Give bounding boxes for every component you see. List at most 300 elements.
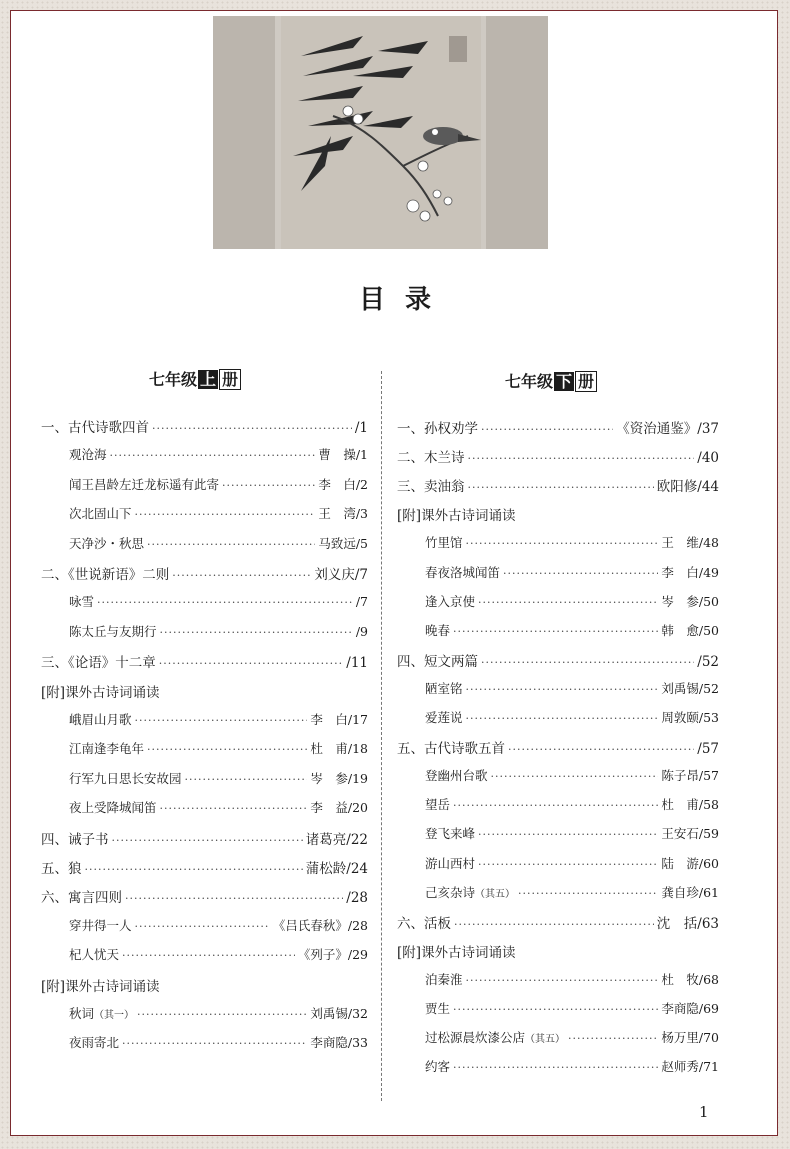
toc-entry[interactable] <box>41 416 368 436</box>
dot-leader <box>466 712 659 725</box>
entry-title-text: 五、古代诗歌五首 <box>397 741 505 758</box>
author-and-page <box>310 739 368 757</box>
entry-author: 刘禹锡 <box>310 1006 348 1021</box>
dot-leader <box>137 1008 307 1021</box>
author-and-page <box>356 624 368 639</box>
entry-title <box>69 769 182 787</box>
toc-entry[interactable] <box>425 1057 719 1077</box>
author-and-page <box>661 533 719 551</box>
entry-page: /60 <box>698 855 719 871</box>
toc-entry[interactable] <box>69 945 368 965</box>
dot-leader <box>147 538 315 551</box>
dot-leader <box>185 773 308 786</box>
author-and-page <box>661 708 719 726</box>
toc-entry[interactable] <box>425 621 719 641</box>
entry-title-text: 天净沙・秋思 <box>69 535 145 551</box>
entry-page: /18 <box>347 741 368 757</box>
volume-suffix: 册 <box>575 371 597 392</box>
entry-author: 赵师秀 <box>661 1059 699 1075</box>
entry-title-text: 杞人忧天 <box>69 947 120 963</box>
entry-page: /59 <box>698 826 719 842</box>
toc-entry[interactable] <box>69 739 368 759</box>
toc-entry[interactable] <box>41 651 368 671</box>
toc-entry[interactable] <box>425 563 719 583</box>
entry-title <box>425 999 450 1017</box>
author-and-page <box>661 795 719 813</box>
toc-entry[interactable]: [ 附 ] 课外古诗词诵读 <box>41 975 368 995</box>
author-and-page <box>318 504 368 522</box>
entry-title <box>397 475 465 495</box>
author-and-page <box>661 1028 719 1046</box>
author-and-page <box>657 475 719 495</box>
entry-title <box>69 916 132 934</box>
toc-entry[interactable] <box>69 504 368 524</box>
entry-title-text: 四、诫子书 <box>41 831 109 848</box>
dot-leader <box>454 918 654 931</box>
dot-leader <box>160 802 308 815</box>
toc-entry[interactable] <box>425 795 719 815</box>
entry-title-text: 课外古诗词诵读 <box>65 978 160 995</box>
author-and-page <box>661 766 719 784</box>
entry-author: 李 白 <box>661 564 699 580</box>
entry-title-text: 约客 <box>425 1059 451 1075</box>
author-and-page <box>697 741 719 757</box>
column-divider <box>381 371 382 1101</box>
entry-title <box>425 621 450 639</box>
painting-artwork <box>213 16 548 249</box>
author-and-page <box>306 857 368 877</box>
author-and-page <box>661 621 719 639</box>
toc-entry[interactable] <box>69 916 368 936</box>
entry-title <box>41 857 82 877</box>
entry-title <box>397 737 505 757</box>
entry-author: 沈 括 <box>656 915 698 932</box>
toc-entry[interactable] <box>69 534 368 554</box>
dot-leader <box>481 423 613 436</box>
entry-title-text: 竹里馆 <box>425 535 463 551</box>
entry-title-text: 观沧海 <box>69 447 107 463</box>
dot-leader <box>468 481 654 494</box>
entry-author: 岑 参 <box>661 593 699 609</box>
entry-page: /52 <box>698 680 719 696</box>
dot-leader <box>468 452 695 465</box>
entry-title <box>65 975 160 995</box>
entry-title-text: 六、寓言四则 <box>41 890 122 907</box>
entry-author: 周敦颐 <box>661 710 699 725</box>
entry-title <box>41 563 169 583</box>
entry-title-text: 行军九日思长安故园 <box>69 770 182 786</box>
entry-page: /28 <box>347 917 368 933</box>
toc-entry[interactable] <box>69 622 368 642</box>
author-and-page <box>318 534 368 552</box>
entry-title-text: 五、狼 <box>41 861 82 877</box>
dot-leader <box>97 596 353 609</box>
entry-title <box>69 1004 134 1022</box>
entry-note: （其五） <box>475 888 516 900</box>
author-and-page <box>661 970 719 988</box>
entry-title <box>425 533 463 551</box>
dot-leader <box>478 828 658 841</box>
entry-page: /58 <box>698 797 719 813</box>
entry-author: 《列子》 <box>297 947 348 963</box>
entry-title <box>69 1033 119 1051</box>
entry-author: 刘义庆 <box>314 567 355 583</box>
entry-title-text: 四、短文两篇 <box>397 653 478 670</box>
entry-title-text: 夜上受降城闻笛 <box>69 800 157 816</box>
dot-leader <box>481 656 694 669</box>
entry-title <box>69 739 144 757</box>
entry-title-text: 逢入京使 <box>425 593 476 609</box>
entry-author: 王安石 <box>661 826 699 842</box>
entry-title <box>69 592 94 610</box>
entry-author: 杜 甫 <box>310 741 348 757</box>
dot-leader <box>491 770 659 783</box>
author-and-page <box>616 417 719 437</box>
entry-title-text: 课外古诗词诵读 <box>65 684 160 701</box>
author-and-page <box>310 710 368 728</box>
entry-title <box>41 651 156 671</box>
right-column-header <box>505 369 597 392</box>
dot-leader <box>125 892 343 905</box>
toc-entry[interactable]: [ 附 ] 课外古诗词诵读 <box>397 941 719 961</box>
toc-entry[interactable]: [ 附 ] 课外古诗词诵读 <box>41 681 368 701</box>
author-and-page <box>310 769 368 787</box>
entry-author: 杜 牧 <box>661 971 699 987</box>
author-and-page <box>346 655 368 671</box>
entry-page: /5 <box>355 535 368 551</box>
author-and-page <box>661 1057 719 1075</box>
entry-title <box>41 886 122 906</box>
dot-leader <box>453 799 658 812</box>
dot-leader <box>568 1032 658 1045</box>
entry-title-text: 课外古诗词诵读 <box>421 508 516 525</box>
entry-page: /49 <box>698 564 719 580</box>
grade-label: 七年级 <box>149 370 198 389</box>
entry-page: /57 <box>697 741 719 758</box>
toc-entry[interactable] <box>425 999 719 1019</box>
entry-page: /48 <box>698 535 719 551</box>
toc-entry[interactable] <box>425 854 719 874</box>
entry-author: 诸葛亮 <box>305 831 347 848</box>
entry-title <box>425 854 475 872</box>
dot-leader <box>466 683 659 696</box>
entry-title <box>41 828 109 848</box>
entry-title-text: 六、活板 <box>397 915 451 932</box>
entry-title <box>397 912 451 932</box>
entry-title-text: 江南逢李龟年 <box>69 741 145 757</box>
entry-title <box>425 592 475 610</box>
entry-author: 《资治通鉴》 <box>616 421 698 437</box>
entry-title <box>425 824 475 842</box>
toc-entry[interactable] <box>425 679 719 699</box>
entry-title <box>69 445 107 463</box>
toc-entry[interactable] <box>425 970 719 990</box>
author-and-page <box>346 890 368 906</box>
entry-title <box>425 1028 565 1046</box>
author-and-page <box>661 592 719 610</box>
dot-leader <box>466 974 659 987</box>
entry-page: /3 <box>355 506 368 522</box>
entry-title <box>69 798 157 816</box>
entry-page: /32 <box>347 1006 368 1021</box>
entry-page: /1 <box>355 447 368 463</box>
toc-entry[interactable] <box>425 824 719 844</box>
dot-leader <box>518 887 658 900</box>
dot-leader <box>508 743 694 756</box>
entry-title <box>421 941 516 961</box>
toc-entry[interactable] <box>425 533 719 553</box>
entry-title-text: 一、古代诗歌四首 <box>41 420 149 436</box>
entry-title-text: 三、《论语》十二章 <box>41 655 156 672</box>
entry-page: /52 <box>697 653 719 670</box>
entry-title-text: 秋词 <box>69 1006 95 1021</box>
entry-author: 杨万里 <box>661 1030 699 1046</box>
entry-author: 王 湾 <box>318 506 356 522</box>
author-and-page <box>273 916 368 934</box>
entry-title <box>397 417 478 437</box>
entry-title <box>69 504 132 522</box>
entry-page: /2 <box>355 476 368 492</box>
entry-title-text: 登飞来峰 <box>425 826 476 842</box>
author-and-page <box>661 563 719 581</box>
author-and-page <box>310 1004 368 1022</box>
entry-title <box>69 534 144 552</box>
dot-leader <box>160 626 353 639</box>
toc-entry[interactable] <box>397 650 719 670</box>
entry-author: 陆 游 <box>661 855 699 871</box>
entry-author: 马致远 <box>318 535 356 551</box>
toc-entry[interactable] <box>41 563 368 583</box>
dot-leader <box>159 657 344 670</box>
entry-author: 李商隐 <box>661 1001 699 1016</box>
entry-page: /71 <box>698 1059 719 1075</box>
entry-title-text: 二、《世说新语》二则 <box>41 567 170 583</box>
entry-title-text: 一、孙权劝学 <box>397 421 478 437</box>
entry-title <box>69 622 157 640</box>
entry-title-text: 过松源晨炊漆公店 <box>425 1030 526 1046</box>
dot-leader <box>152 422 352 435</box>
author-and-page <box>355 420 368 436</box>
dot-leader <box>453 625 658 638</box>
entry-title-text: 陈太丘与友期行 <box>69 623 157 639</box>
dot-leader <box>85 863 303 876</box>
page-title: 目录 <box>358 285 451 315</box>
entry-title-text: 贾生 <box>425 1001 451 1016</box>
toc-entry[interactable] <box>41 828 368 848</box>
entry-title-text: 陋室铭 <box>425 680 463 696</box>
author-and-page <box>318 475 368 493</box>
entry-page: /61 <box>698 884 719 900</box>
toc-entry[interactable] <box>69 445 368 465</box>
dot-leader <box>466 537 659 550</box>
entry-page: /7 <box>354 567 368 583</box>
entry-title <box>425 883 515 901</box>
author-and-page <box>356 594 368 609</box>
dot-leader <box>122 1037 307 1050</box>
entry-title-text: 望岳 <box>425 797 451 813</box>
dot-leader <box>453 1003 658 1016</box>
author-and-page <box>298 945 368 963</box>
entry-author: 李 白 <box>318 476 356 492</box>
toc-entry[interactable] <box>69 592 368 612</box>
entry-title <box>425 708 463 726</box>
entry-author: 《吕氏春秋》 <box>272 917 348 933</box>
entry-title <box>397 446 465 466</box>
entry-title-text: 泊秦淮 <box>425 971 463 987</box>
entry-title <box>397 650 478 670</box>
author-and-page <box>661 824 719 842</box>
entry-page: /63 <box>697 915 719 932</box>
entry-title-text: 游山西村 <box>425 855 476 871</box>
volume-suffix: 册 <box>219 369 241 390</box>
author-and-page <box>306 828 368 848</box>
entry-page: /7 <box>355 594 368 610</box>
author-and-page <box>314 563 368 583</box>
toc-entry[interactable] <box>397 912 719 932</box>
author-and-page <box>657 912 719 932</box>
toc-entry[interactable] <box>397 737 719 757</box>
entry-author: 刘禹锡 <box>661 680 699 696</box>
author-and-page <box>661 883 719 901</box>
dot-leader <box>478 596 658 609</box>
entry-title <box>425 1057 450 1075</box>
entry-page: /11 <box>346 655 368 672</box>
dot-leader <box>478 858 658 871</box>
entry-author: 李商隐 <box>310 1035 348 1051</box>
toc-entry[interactable] <box>397 446 719 466</box>
toc-entry[interactable] <box>425 1028 719 1048</box>
toc-entry[interactable] <box>69 475 368 495</box>
entry-page: /44 <box>697 479 719 496</box>
entry-title <box>425 563 500 581</box>
entry-title-text: 夜雨寄北 <box>69 1035 120 1051</box>
entry-note: （其一） <box>94 1010 135 1021</box>
author-and-page <box>661 999 719 1017</box>
entry-page: /33 <box>347 1035 368 1051</box>
dot-leader <box>453 1061 658 1074</box>
entry-author: 李 益 <box>310 800 348 816</box>
toc-entry[interactable] <box>397 417 719 437</box>
author-and-page <box>697 450 719 466</box>
entry-title-text: 次北固山下 <box>69 506 132 522</box>
dot-leader <box>147 743 307 756</box>
toc-entry[interactable]: [ 附 ] 课外古诗词诵读 <box>397 504 719 524</box>
toc-entry[interactable] <box>69 798 368 818</box>
entry-page: /22 <box>346 831 368 848</box>
entry-page: /57 <box>698 768 719 784</box>
book-page <box>10 10 778 1136</box>
dot-leader <box>110 449 316 462</box>
entry-page: /9 <box>355 623 368 639</box>
dot-leader <box>172 569 311 582</box>
entry-page: /17 <box>347 712 368 727</box>
entry-page: /50 <box>698 622 719 638</box>
left-column-header <box>149 367 241 390</box>
author-and-page <box>318 445 368 463</box>
toc-entry[interactable] <box>69 1004 368 1024</box>
entry-title-text: 二、木兰诗 <box>397 450 465 467</box>
toc-entry[interactable] <box>425 883 719 903</box>
volume-marker: 下 <box>556 372 573 391</box>
entry-title <box>41 416 149 436</box>
dot-leader <box>135 714 308 727</box>
author-and-page <box>697 654 719 670</box>
entry-title <box>69 710 132 728</box>
dot-leader <box>135 920 270 933</box>
toc-entry[interactable] <box>69 710 368 730</box>
grade-label: 七年级 <box>505 372 554 391</box>
entry-title-text: 己亥杂诗 <box>425 884 476 900</box>
toc-entry[interactable] <box>397 475 719 495</box>
page-number: 1 <box>699 1103 709 1121</box>
entry-author: 岑 参 <box>310 770 348 786</box>
entry-page: /19 <box>347 770 368 786</box>
toc-entry[interactable] <box>425 592 719 612</box>
entry-author: 杜 甫 <box>661 797 699 813</box>
toc-entry[interactable] <box>69 1033 368 1053</box>
entry-title-text: 春夜洛城闻笛 <box>425 564 501 580</box>
entry-page: /1 <box>354 420 368 436</box>
entry-title <box>69 945 119 963</box>
toc-entry[interactable] <box>69 769 368 789</box>
dot-leader <box>112 834 303 847</box>
entry-title <box>421 504 516 524</box>
entry-page: /24 <box>346 861 368 877</box>
bird-and-plum-painting <box>213 16 548 249</box>
dot-leader <box>503 567 658 580</box>
entry-title <box>425 766 488 784</box>
entry-page: /68 <box>698 971 719 987</box>
entry-author: 欧阳修 <box>656 479 698 496</box>
entry-author: 韩 愈 <box>661 622 699 638</box>
entry-page: /29 <box>347 947 368 963</box>
entry-author: 王 维 <box>661 535 699 551</box>
dot-leader <box>222 479 315 492</box>
entry-author: 李 白 <box>310 712 348 727</box>
entry-page: /37 <box>697 421 719 437</box>
entry-title-text: 穿井得一人 <box>69 917 132 933</box>
entry-title-text: 峨眉山月歌 <box>69 712 132 727</box>
entry-author: 蒲松龄 <box>305 861 347 877</box>
toc-entry[interactable] <box>425 766 719 786</box>
entry-title <box>425 970 463 988</box>
entry-title-text: 晚春 <box>425 622 451 638</box>
entry-page: /70 <box>698 1030 719 1046</box>
entry-title <box>65 681 160 701</box>
entry-page: /69 <box>698 1001 719 1016</box>
entry-author: 陈子昂 <box>661 768 699 784</box>
entry-title-text: 咏雪 <box>69 594 95 610</box>
entry-page: /53 <box>698 710 719 725</box>
entry-title-text: 闻王昌龄左迁龙标遥有此寄 <box>69 476 220 492</box>
toc-entry[interactable] <box>41 886 368 906</box>
entry-title <box>69 475 219 493</box>
dot-leader <box>122 949 295 962</box>
toc-entry[interactable] <box>41 857 368 877</box>
entry-title-text: 登幽州台歌 <box>425 768 488 784</box>
entry-title <box>425 795 450 813</box>
entry-author: 龚自珍 <box>661 884 699 900</box>
entry-page: /50 <box>698 593 719 609</box>
entry-page: /20 <box>347 800 368 816</box>
entry-note: （其五） <box>525 1034 566 1046</box>
entry-title <box>425 679 463 697</box>
dot-leader <box>135 508 316 521</box>
toc-entry[interactable] <box>425 708 719 728</box>
entry-page: /28 <box>346 890 368 907</box>
author-and-page <box>310 1033 368 1051</box>
volume-marker: 上 <box>200 370 217 389</box>
